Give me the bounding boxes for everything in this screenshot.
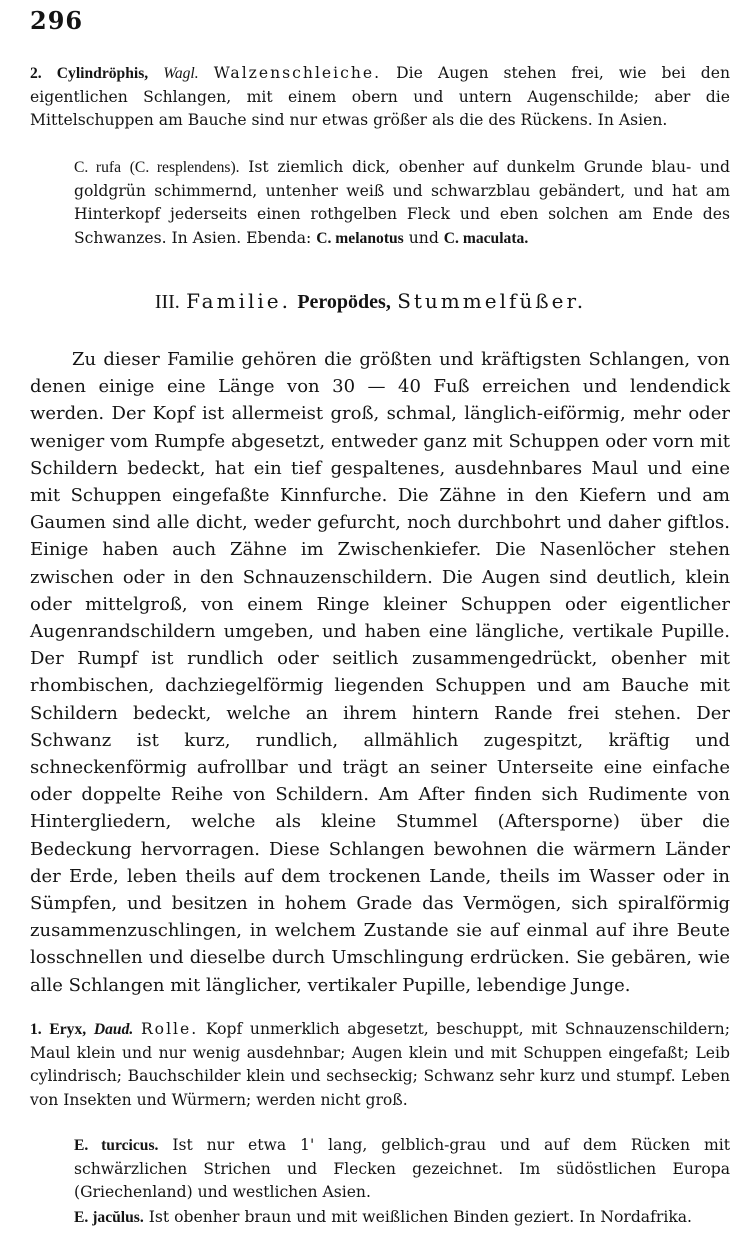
genus-name: Cylindröphis, — [56, 65, 149, 82]
family-description: Zu dieser Familie gehören die größten und kräftigsten Schlangen, von denen einige eine Länge von 30 — 40 Fuß erreichen und lendendick werden. Der Kopf ist allermeist groß, schmal, länglich-eiförmig, mehr oder weniger vom Rumpfe abgesetzt, entweder ganz mit Schuppen oder vorn mit Schildern bedeckt, hat ein tief gespaltenes, ausdehnbares Maul und eine mit Schuppen eingefaßte Kinnfurche. Die Zähne in den Kiefern und am Gaumen sind alle dicht, weder gefurcht, noch durchbohrt und daher giftlos. Einige haben auch Zähne im Zwischenkiefer. Die Nasenlöcher stehen zwischen oder in den Schnauzenschildern. Die Augen sind deutlich, klein oder mittelgroß, von einem Ringe kleiner Schuppen oder eigentlicher Augenrandschildern umgeben, und haben eine längliche, vertikale Pupille. Der Rumpf ist rundlich oder seitlich zusammengedrückt, obenher mit rhombischen, dachziegelförmig liegenden Schuppen und am Bauche mit Schildern bedeckt, welche an ihrem hintern Rande frei stehen. Der Schwanz ist kurz, rundlich, allmählich zugespitzt, kräftig und schneckenförmig aufrollbar und trägt an seiner Unterseite eine einfache oder doppelte Reihe von Schildern. Am After finden sich Rudimente von Hintergliedern, welche als kleine Stummel (Aftersporne) über die Bedeckung hervorragen. Diese Schlangen bewohnen die wärmern Länder der Erde, leben theils auf dem trockenen Lande, theils im Wasser oder in Sümpfen, und besitzen in hohem Grade das Vermögen, sich spiralförmig zusammenzuschlingen, in welchem Zustande sie auf einmal auf ihre Beute losschnellen und dieselbe durch Umschlingung erdrücken. Sie gebären, wie alle Schlangen mit länglicher, vertikaler Pupille, lebendige Junge. — [30, 349, 730, 996]
genus-name: Eryx, — [49, 1021, 87, 1038]
related-species-1: C. melanotus — [316, 229, 404, 247]
species-name: E. turcicus. — [74, 1137, 159, 1154]
species-turcicus-entry — [74, 1134, 730, 1205]
genus-eryx-entry — [30, 1018, 730, 1112]
family-label: Familie. — [186, 289, 291, 313]
family-german-name: Stummelfüßer. — [397, 289, 587, 313]
species-description: Ist nur etwa 1' lang, gelblich-grau und auf dem Rücken mit schwärzlichen Strichen und Flecken gezeichnet. Im südöstlichen Europa (Griechenland) und westlichen Asien. — [74, 1136, 730, 1202]
family-roman-numeral: III. — [154, 291, 180, 313]
species-jaculus-entry — [74, 1206, 730, 1230]
genus-number: 2. — [30, 65, 42, 82]
genus-description: Kopf unmerklich abgesetzt, beschuppt, mit Schnauzenschildern; Maul klein und nur wenig ausdehnbar; Augen klein und mit Schuppen eingefaßt; Leib cylindrisch; Bauchschilder klein und sechseckig; Schwanz sehr kurz und stumpf. Leben von Insekten und Würmern; werden nicht groß. — [30, 1020, 730, 1109]
species-rufa-entry — [74, 156, 730, 250]
genus-author: Daud. — [93, 1021, 134, 1038]
species-description: Ist obenher braun und mit weißlichen Binden geziert. In Nordafrika. — [148, 1208, 693, 1226]
page-number: 296 — [30, 6, 84, 35]
genus-number: 1. — [30, 1021, 42, 1038]
genus-description: Die Augen stehen frei, wie bei den eigentlichen Schlangen, mit einem obern und untern Augenschilde; aber die Mittelschuppen am Bauche sind nur etwas größer als die des Rückens. In Asien. — [30, 64, 730, 130]
related-species-and: und — [408, 228, 439, 247]
genus-german-name: Rolle. — [140, 1020, 199, 1038]
genus-cylindrophis-entry — [30, 62, 730, 133]
genus-author: Wagl. — [163, 65, 199, 82]
species-synonym: (C. resplendens). — [129, 159, 240, 176]
species-description: Ist ziemlich dick, obenher auf dunkelm Grunde blau- und goldgrün schimmernd, untenher weiß und schwarzblau gebändert, und hat am Hinterkopf jederseits einen rothgelben Fleck und eben solchen am Ende des Schwanzes. In Asien. Ebenda: — [74, 158, 730, 247]
family-heading — [0, 288, 741, 315]
related-species-2: C. maculata. — [443, 229, 529, 247]
genus-german-name: Walzenschleiche. — [213, 64, 382, 82]
species-name: C. rufa — [74, 159, 122, 176]
species-name: E. jacŭlus. — [74, 1209, 144, 1226]
family-name: Peropödes, — [297, 291, 391, 313]
